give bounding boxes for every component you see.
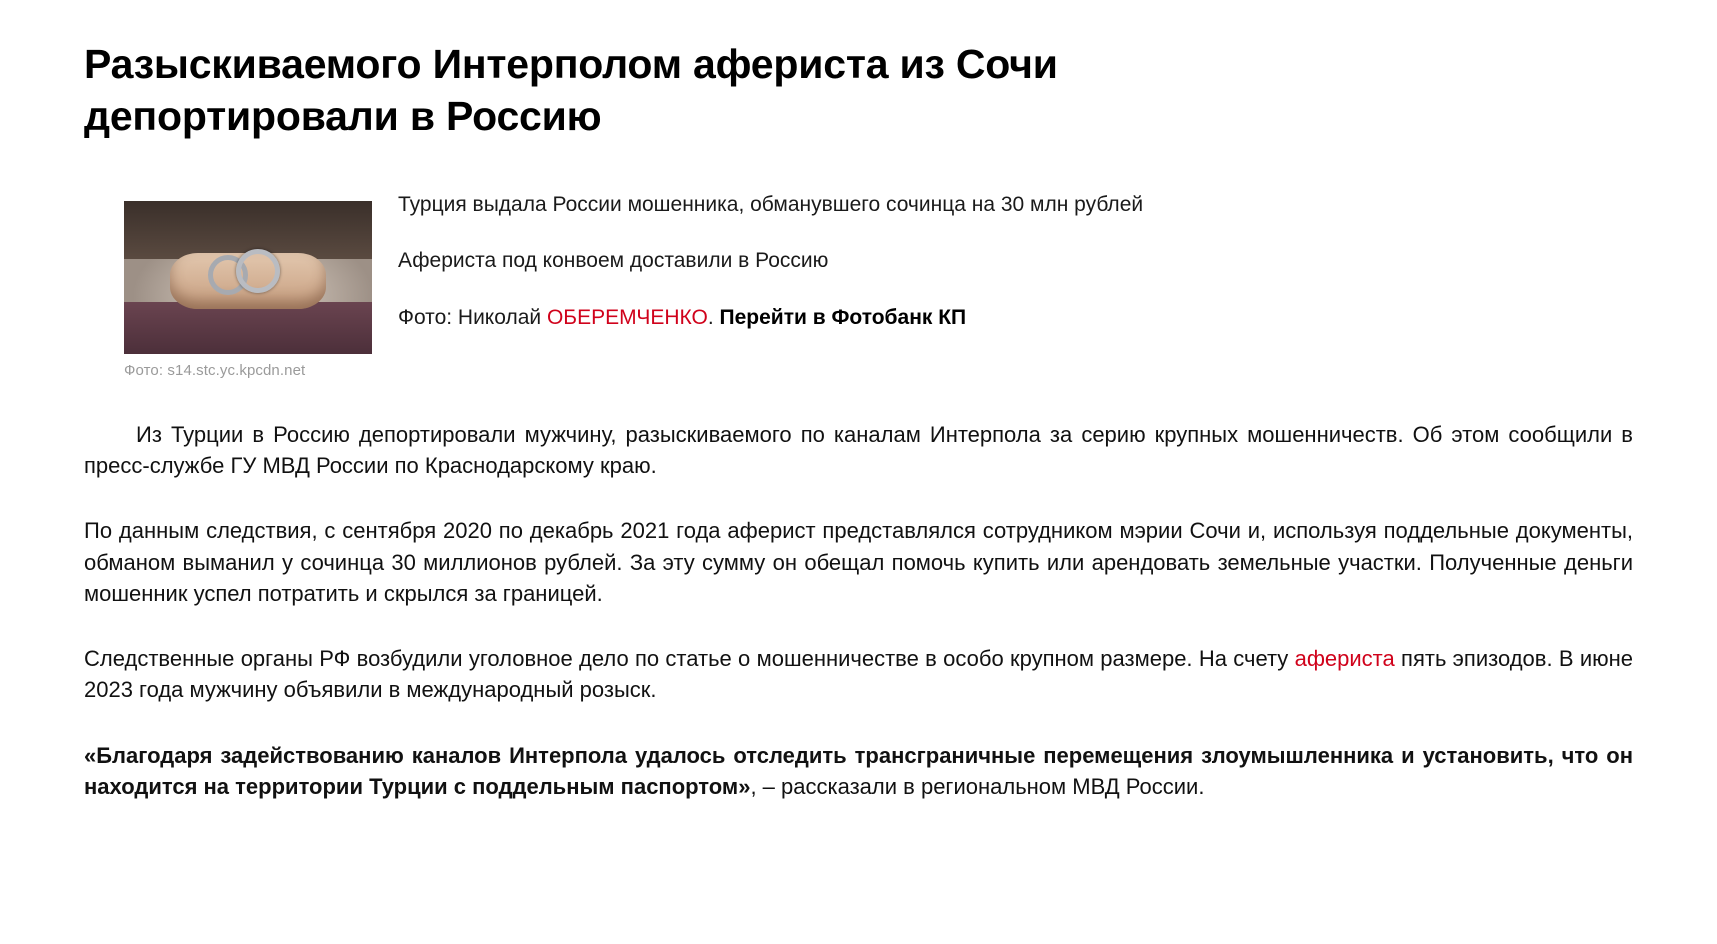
aferista-link[interactable]: афериста (1294, 646, 1395, 672)
photo-lower-region (124, 302, 372, 354)
paragraph-text-after: пять эпизодов. В июне 2023 года мужчину объявили в международный розыск. (84, 646, 1633, 703)
paragraph-text-before: Следственные органы РФ возбудили уголовное дело по статье о мошенничестве в особо крупном размере. На счету (84, 646, 1295, 672)
handcuff-ring-right-icon (236, 249, 280, 293)
article-paragraph (84, 643, 1633, 705)
article-subtitle: Турция выдала России мошенника, обманувшего сочинца на 30 млн рублей (398, 192, 1144, 216)
quote-bold-text: «Благодаря задействованию каналов Интерпола удалось отследить трансграничные перемещения злоумышленника и установить, что он находится на территории Турции с поддельным паспортом» (84, 742, 1633, 799)
article-paragraph: По данным следствия, с сентября 2020 по декабрь 2021 года аферист представлялся сотрудником мэрии Сочи и, используя поддельные документы, обманом выманил у сочинца 30 миллионов рублей. За эту сумму он обещал помочь купить или арендовать земельные участки. Полученные деньги мошенник успел потратить и скрылся за границей. (84, 518, 1633, 606)
photo-author-suffix: . (707, 305, 720, 329)
photo-credit: Фото: s14.stc.yc.kpcdn.net (124, 361, 306, 379)
lead-text (398, 185, 1633, 332)
lead-block (84, 185, 1633, 395)
photo-author-prefix: Фото: Николай (398, 305, 547, 329)
quote-attribution: , – рассказали в региональном МВД России. (750, 773, 1205, 799)
article-figure (124, 201, 372, 379)
article-quote (84, 740, 1633, 802)
article-body (84, 419, 1633, 802)
page-title: Разыскиваемого Интерполом афериста из Сочи депортировали в Россию (84, 41, 1058, 140)
photobank-link[interactable]: Перейти в Фотобанк КП (719, 305, 967, 329)
handcuffs-photo (124, 201, 372, 354)
photo-author-line (398, 304, 1633, 332)
article-paragraph: Из Турции в Россию депортировали мужчину, разыскиваемого по каналам Интерпола за серию крупных мошенничеств. Об этом сообщили в пресс-службе ГУ МВД России по Краснодарскому краю. (84, 421, 1633, 479)
photo-caption: Афериста под конвоем доставили в Россию (398, 249, 829, 273)
photo-author-name: ОБЕРЕМЧЕНКО (546, 305, 708, 329)
